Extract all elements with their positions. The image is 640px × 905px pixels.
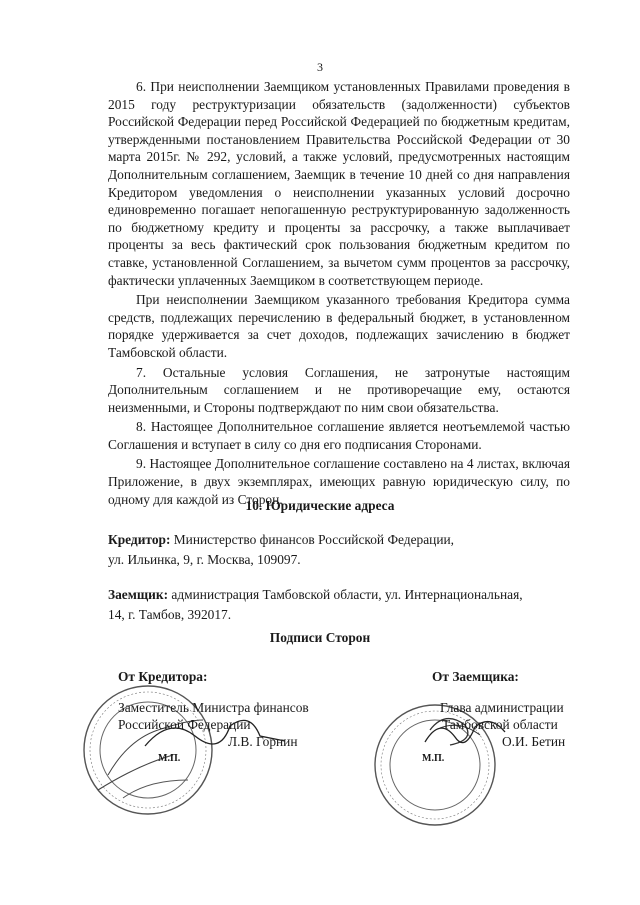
creditor-signer-position: Заместитель Министра финансов [118,700,309,715]
document-body [108,78,570,508]
paragraph-7: 7. Остальные условия Соглашения, не затронутые настоящим Дополнительным соглашением и не противоречащие ему, остаются неизменными, и Стороны подтверждают по ним свои обязательства. [108,364,570,415]
borrower-signer-name: О.И. Бетин [502,734,566,749]
paragraph-8: 8. Настоящее Дополнительное соглашение является неотъемлемой частью Соглашения и вступает в силу со дня его подписания Сторонами. [108,419,570,452]
borrower-label: Заемщик: [108,587,169,602]
paragraph-9: 9. Настоящее Дополнительное соглашение составлено на 4 листах, включая Приложение, в двух экземплярах, имеющих равную юридическую силу, по одному для каждой из Сторон. [108,456,570,507]
creditor-label: Кредитор: [108,532,171,547]
borrower-mp-mark: М.П. [422,753,445,764]
borrower-text: администрация Тамбовской области, ул. Интернациональная, [168,587,523,602]
creditor-signature-label: От Кредитора: [118,669,208,684]
borrower-signer-org: Тамбовской области [442,717,558,732]
creditor-address [108,530,558,570]
borrower-line2: 14, г. Тамбов, 392017. [108,607,232,622]
borrower-signer-position: Глава администрации [440,700,564,715]
paragraph-6: 6. При неисполнении Заемщиком установленных Правилами проведения в 2015 году реструктуризации обязательств (задолженности) субъектов Российской Федерации перед Российской Федерацией по бюджетным кредитам, утвержденными постановлением Правительства Российской Федерации от 30 марта 2015г. № 292, условий, а также условий, предусмотренных настоящим Дополнительным соглашением, Заемщик в течение 10 дней со дня направления Кредитором уведомления о неисполнении указанных условий досрочно единовременно погашает непогашенную реструктурированную задолженность по бюджетному кредиту и проценты за рассрочку, а также выплачивает проценты за весь фактический срок пользования бюджетным кредитом по ставке, установленной Соглашением, за вычетом сумм процентов за рассрочку, фактически уплаченных Заемщиком в соответствующем периоде. [108,79,570,288]
creditor-signer-org: Российской Федерации [118,717,251,732]
borrower-handwritten-signature [420,712,510,757]
paragraph-6-continued: При неисполнении Заемщиком указанного требования Кредитора сумма средств, подлежащих перечислению в федеральный бюджет, в установленном порядке удерживается за счет доходов, подлежащих зачислению в бюджет Тамбовской области. [108,292,570,360]
borrower-address [108,585,558,625]
creditor-line2: ул. Ильинка, 9, г. Москва, 109097. [108,552,301,567]
section-heading: 10. Юридические адреса [245,498,395,513]
signatures-title: Подписи Сторон [269,630,371,645]
creditor-handwritten-signature [140,706,290,756]
borrower-signature-label: От Заемщика: [432,669,519,684]
creditor-mp-mark: М.П. [158,753,181,764]
creditor-text: Министерство финансов Российской Федерации, [170,532,455,547]
page-number: 3 [317,60,323,74]
creditor-signer-name: Л.В. Горнин [228,734,298,749]
